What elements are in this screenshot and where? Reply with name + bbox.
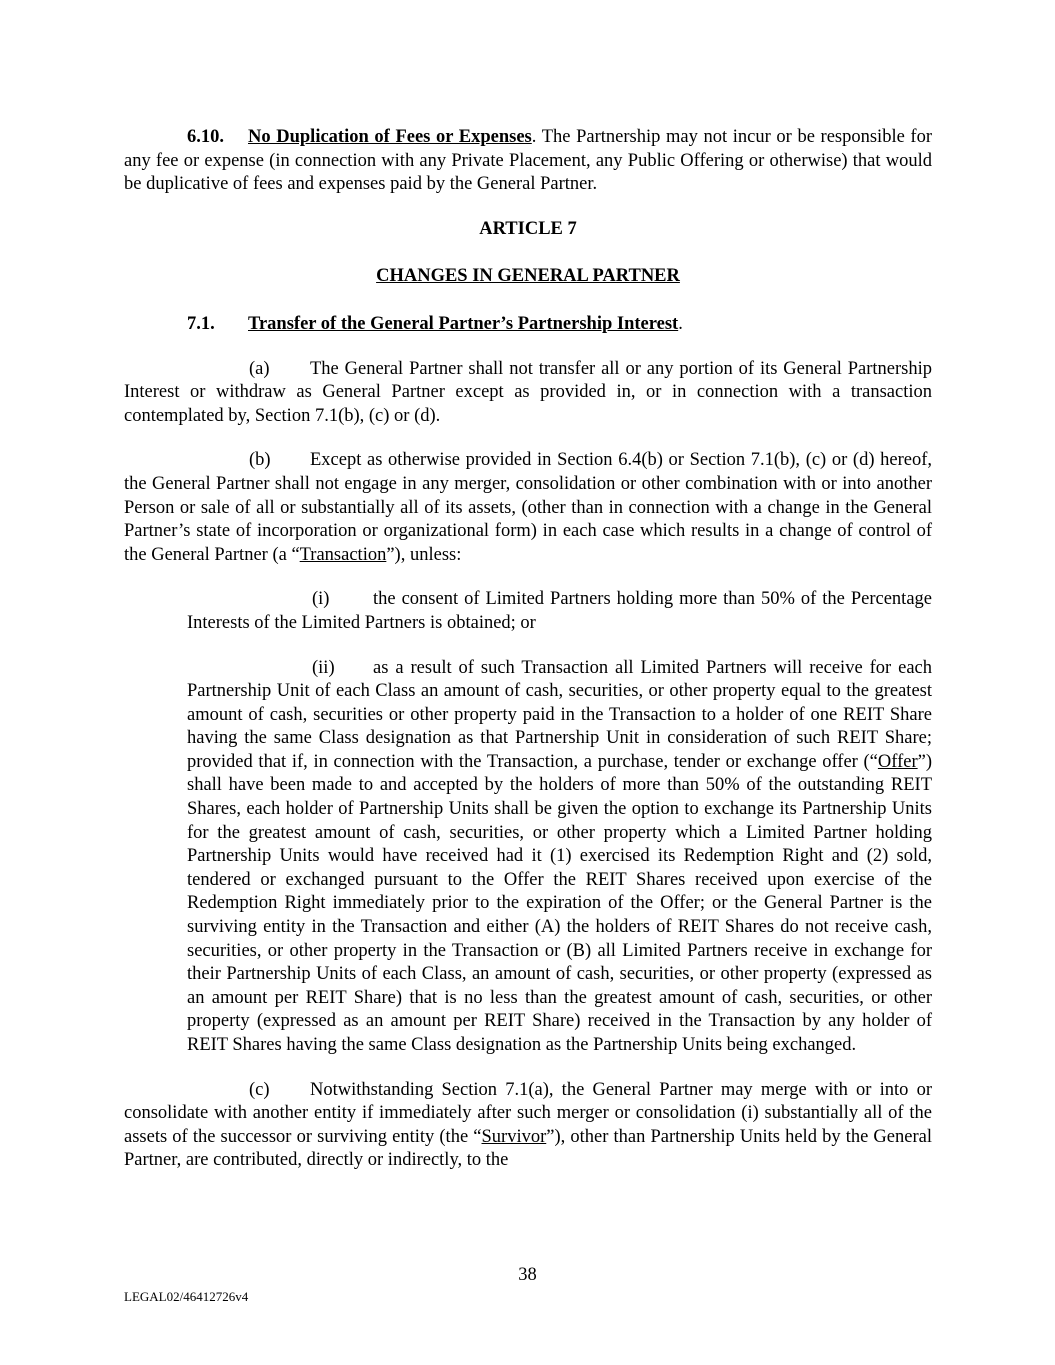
subparagraph-i	[187, 588, 932, 635]
page-number: 38	[518, 1265, 537, 1285]
paragraph-a	[124, 358, 932, 429]
paragraph-text-end: ”), other than Partnership Units held by the General Partner, are contributed, directly or indirectly, to the	[124, 1126, 932, 1171]
document-id: LEGAL02/46412726v4	[124, 1289, 249, 1304]
defined-term: Transaction	[299, 544, 387, 565]
section-title: No Duplication of Fees or Expenses	[248, 127, 532, 147]
section-body: . The Partnership may not incur or be responsible for any fee or expense (in connection with any Private Placement, any Public Offering or otherwise) that would be duplicative of fees and expenses paid by the General Partner.	[124, 127, 933, 195]
defined-term: Survivor	[481, 1126, 547, 1147]
section-7-1	[124, 313, 932, 337]
subparagraph-ii	[187, 657, 932, 1058]
paragraph-text-end: ”), unless:	[386, 544, 462, 565]
section-title-end: .	[678, 313, 683, 334]
document-page	[124, 126, 932, 1173]
subparagraph-label: (ii)	[312, 657, 335, 678]
subparagraph-text: the consent of Limited Partners holding more than 50% of the Percentage Interests of the Limited Partners is obtained; or	[187, 589, 932, 633]
subparagraph-text: as a result of such Transaction all Limited Partners will receive for each Partnership Unit of each Class an amount of cash, securities, or other property equal to the greatest amount of cash, securities or other property paid in the Transaction to a holder of one REIT Share having the same Class designation as that Partnership Unit in consideration of such REIT Share; provided that if, in connection with the Transaction, a purchase, tender or exchange offer (“	[187, 657, 932, 772]
subparagraph-label: (i)	[312, 589, 330, 610]
paragraph-b	[124, 449, 932, 567]
section-title: Transfer of the General Partner’s Partnership Interest	[248, 313, 679, 334]
paragraph-text: Except as otherwise provided in Section 6.4(b) or Section 7.1(b), (c) or (d) hereof, the General Partner shall not engage in any merger, consolidation or other combination with or into another Person or sale of all or substantially all of its assets, (other than in connection with a change in the General Partner’s state of incorporation or organizational form) in each case which results in a change of control of the General Partner (a “	[124, 450, 932, 565]
article-title: CHANGES IN GENERAL PARTNER	[376, 266, 680, 287]
section-number: 7.1.	[187, 313, 215, 334]
paragraph-label: (b)	[249, 450, 271, 471]
paragraph-label: (a)	[249, 358, 270, 379]
paragraph-label: (c)	[249, 1079, 270, 1100]
paragraph-text: Notwithstanding Section 7.1(a), the General Partner may merge with or into or consolidate with another entity if immediately after such merger or consolidation (i) substantially all of the assets of the successor or surviving entity (the “	[124, 1079, 932, 1147]
section-6-10	[124, 126, 932, 197]
paragraph-text: The General Partner shall not transfer all or any portion of its General Partnership Interest or withdraw as General Partner except as provided in, or in connection with a transaction contemplated by, Section 7.1(b), (c) or (d).	[124, 358, 932, 426]
subparagraph-text-end: ”) shall have been made to and accepted by the holders of more than 50% of the outstanding REIT Shares, each holder of Partnership Units shall be given the option to exchange its Partnership Units for the greatest amount of cash, securities, or other property which a Limited Partner holding Partnership Units would have received had it (1) exercised its Redemption Right and (2) sold, tendered or exchanged pursuant to the Offer the REIT Shares received upon exercise of the Redemption Right immediately prior to the expiration of the Offer; or the General Partner is the surviving entity in the Transaction and either (A) the holders of REIT Shares do not receive cash, securities, or other property in the Transaction or (B) all Limited Partners receive in exchange for their Partnership Units of each Class, an amount of cash, securities, or other property (expressed as an amount per REIT Share) that is no less than the greatest amount of cash, securities, or other property (expressed as an amount per REIT Share) received in the Transaction by any holder of REIT Shares having the same Class designation as the Partnership Units being exchanged.	[187, 751, 932, 1055]
article-heading: ARTICLE 7	[479, 218, 577, 239]
paragraph-c	[124, 1079, 932, 1173]
section-number: 6.10.	[187, 127, 224, 147]
defined-term: Offer	[877, 751, 918, 772]
